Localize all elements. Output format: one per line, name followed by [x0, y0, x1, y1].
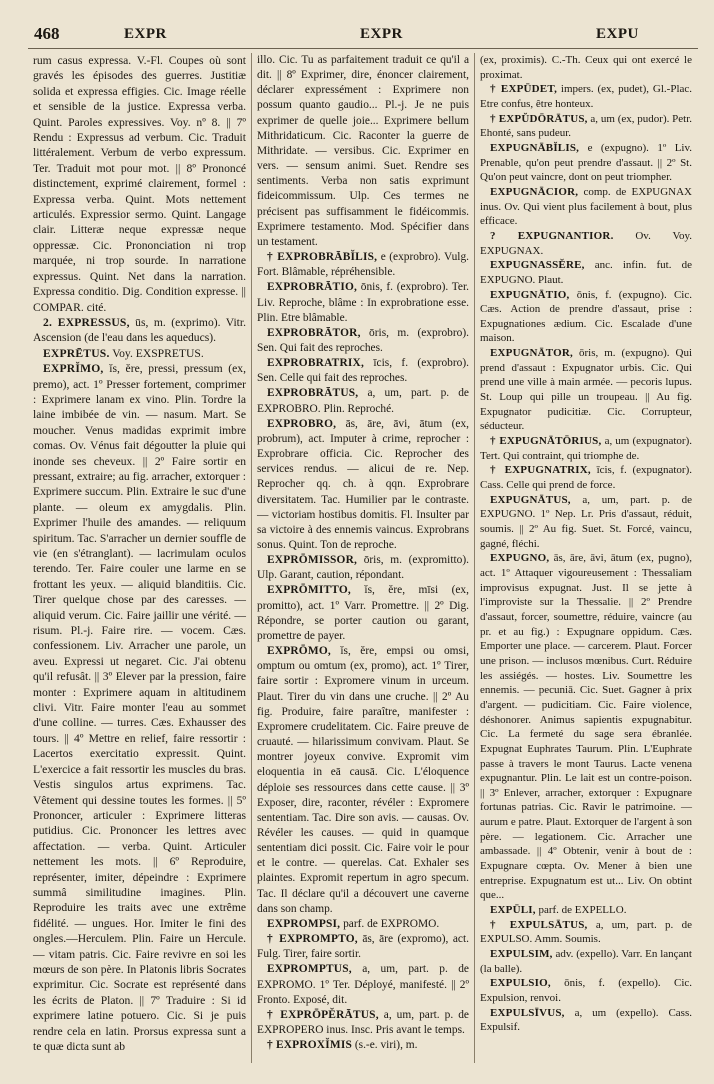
entry-text: a, um, part. p. de EXPULSO. Amm. Soumis.	[480, 918, 693, 946]
entry-text: parf. de EXPELLO.	[538, 904, 627, 917]
entry-text: anc. infin. fut. de EXPUGNO. Plaut.	[480, 259, 692, 286]
dictionary-entry	[480, 82, 692, 111]
dictionary-entry	[257, 1038, 469, 1053]
entry-text: ōnis, f. (expello). Cic. Expulsion, renvoi.	[480, 977, 693, 1004]
entry-lemma: † EXPROBRĀBĬLIS,	[267, 251, 378, 264]
entry-lemma: † EXPUGNĀTŌRIUS,	[490, 435, 602, 448]
dictionary-entry	[480, 1006, 692, 1035]
entry-text: ĭs, ĕre, mīsi (ex, promitto), act. 1º Varr. Promettre. || 2º Dig. Répondre, se porter caution ou garant, promettre de payer.	[257, 584, 469, 642]
entry-text: a, um (ex, pudor). Petr. Ehonté, sans pudeur.	[480, 112, 693, 140]
dictionary-entry	[33, 361, 246, 1054]
entry-text: ōris, m. (expugno). Qui prend d'assaut : Expugnator urbis. Cic. Qui prend une ville à main armée. — pecoris lupus. St. Loup qui pille un troupeau. || Au fig. Expugnator pudicitiæ. Cic. Corrupteur, séducteur.	[480, 347, 692, 433]
dictionary-entry	[480, 493, 692, 552]
dictionary-entry	[480, 463, 692, 492]
page-number: 468	[34, 24, 60, 43]
dictionary-entry	[257, 250, 469, 280]
entry-text: e (expugno). 1º Liv. Prenable, qu'on peut prendre d'assaut. || 2º St. Qu'on peut vaincre, dont on peut triompher.	[480, 141, 693, 184]
entry-lemma: EXPULSIO,	[490, 977, 551, 990]
entry-text: rum casus expressa. V.-Fl. Coupes où sont gravés les épisodes des guerres. Justitiæ solida et expressa effigies. Cic. Image réelle et sensible de la justice. Expressa verba. Quint. Paroles expressives. Voy. nº 8. || 7º Rendu : Expressus ad verbum. Cic. Traduit littéralement. Verbum de verbo expressum. Ter. Traduit mot pour mot. || 8º Prononcé distinctement, exprimé clairement, formel : Expressa verba. Quint. Mots nettement articulés. Expressior sermo. Quint. Langage clair. Litteræ neque expressæ neque oppressæ. Cic. Prononciation ni trop marquée, ni trop sourde. In narratione expressus. Quint. Net dans la narration. Expressa conditio. Dig. Condition expresse. || COMPAR. cité.	[33, 54, 246, 314]
entry-lemma: EXPROBRĀTUS,	[267, 387, 359, 400]
entry-lemma: † EXPULSĀTUS,	[490, 918, 588, 931]
dictionary-entry	[257, 386, 469, 416]
entry-text: e (exprobro). Vulg. Fort. Blâmable, répréhensible.	[257, 251, 470, 279]
dictionary-entry	[480, 918, 692, 947]
dictionary-entry	[480, 976, 692, 1005]
entry-lemma: EXPROMPSI,	[267, 917, 341, 930]
entry-text: a, um, part. p. de EXPUGNO. 1º Nep. Lr. Pris d'assaut, réduit, soumis. || 2º Au fig. Suet. St. Forcé, vaincu, gagné, fléchi.	[480, 493, 692, 550]
entry-lemma: EXPRŌMISSOR,	[267, 554, 358, 567]
entry-lemma: † EXPRŌPĔRĀTUS,	[267, 1008, 379, 1021]
entry-lemma: EXPUGNO,	[490, 552, 550, 565]
entry-text: comp. de EXPUGNAX inus. Ov. Qui vient plus facilement à bout, plus efficace.	[480, 185, 692, 228]
entry-text: ūs, m. (exprimo). Vitr. Ascension (de l'eau dans les aqueducs).	[33, 315, 247, 345]
entry-lemma: EXPUGNĀBĬLIS,	[490, 141, 580, 154]
entry-lemma: EXPRŌMO,	[267, 645, 331, 658]
dictionary-entry	[480, 346, 692, 434]
dictionary-entry	[480, 551, 692, 903]
running-header	[28, 22, 698, 49]
dictionary-entry	[480, 288, 692, 347]
dictionary-entry	[480, 229, 692, 258]
dictionary-entry	[33, 53, 246, 315]
dictionary-entry	[257, 583, 469, 644]
entry-lemma: † EXPUGNATRIX,	[490, 464, 591, 477]
entry-text: ōris, m. (exprobro). Sen. Qui fait des reproches.	[257, 326, 469, 354]
entry-lemma: EXPŪLI,	[490, 904, 536, 917]
entry-text: ĭs, ĕre, pressi, pressum (ex, premo), act. 1º Presser fortement, comprimer : Exprimere lanam ex vino. Plin. Tordre la laine imbibée de vin. — nasum. Mart. Se moucher. Venus madidas exprimit imbre comas. Ov. Vénus fait dégoutter la pluie qui inonde ses cheveux. || 2º Faire sortir en pressant, extraire; au fig. arracher, extorquer : Exprimere succum. Plin. Extraire le suc d'une plante. — oleum ex amygdalis. Plin. Exprimer l'huile des amandes. — reliquum spiritum. Tac. S'arracher un dernier souffle de vie (en s'étranglant). — lacrimulam oculos terendo. Ter. Faire couler une larme en se frottant les yeux. — aliquid blanditiis. Cic. Tirer quelque chose par des caresses. — aliquid verum. Cic. Faire jaillir une vérité. — risum. Pl.-j. Faire rire. — vocem. Cæs. confessionem. Liv. Arracher une parole, un aveu. Expressi ut negaret. Cic. J'ai obtenu qu'il refusât. || 3º Elever par la pression, faire monter : Exprimere aquam in altitudinem clivi. Vitr. Faire monter l'eau au sommet d'une colline. — turres. Cæs. Exhausser des tours. || 4º Mettre en relief, faire ressortir : Lacertos exercitatio expressit. Quint. L'exercice a fait ressortir les muscles du bras. Vestis singulos artus exprimens. Tac. Vêtement qui dessine toutes les formes. || 5º Prononcer, articuler : Exprimere litteras putidius. Cic. Prononcer les lettres avec affectation. — verba. Quint. Articuler nettement les mots. || 6º Reproduire, représenter, imiter, dépeindre : Exprimere summâ similitudine imagines. Plin. Reproduire les traits avec une extrême fidélité. — ungues. Hor. Imiter le fini des ongles.—Herculem. Plin. Faire un Hercule. — vitam patris. Cic. Faire revivre en soi les mœurs de son père. In Platonis libris Socrates exprimitur. Cic. Socrate est représenté dans les écrits de Platon. || 7º Traduire : Si id exprimere latine potuero. Cic. Si je puis rendre cela en latin. Prorsus expressa sunt a te quæ dicta sunt ab	[33, 362, 246, 1053]
dictionary-entry	[33, 315, 246, 346]
entry-text: īcis, f. (exprobro). Sen. Celle qui fait des reproches.	[257, 357, 469, 385]
entry-lemma: EXPUGNĀTIO,	[490, 288, 570, 301]
entry-lemma: EXPUGNĀTOR,	[490, 347, 573, 360]
entry-lemma: EXPULSIM,	[490, 948, 553, 961]
entry-text: adv. (expello). Varr. En lançant (la balle).	[480, 948, 692, 975]
entry-lemma: EXPROBRĀTOR,	[267, 326, 361, 339]
dictionary-entry	[257, 417, 469, 553]
column-left	[28, 53, 251, 1063]
entry-text: parf. de EXPROMO.	[343, 917, 440, 930]
entry-lemma: EXPROBRO,	[267, 417, 337, 430]
entry-text: Ov. Voy. EXPUGNAX.	[480, 229, 693, 257]
column-middle	[251, 53, 474, 1063]
entry-text: illo. Cic. Tu as parfaitement traduit ce qu'il a dit. || 8º Exprimer, dire, énoncer clairement, déclarer expressément : Exprimere non possum quanto gaudio... Pl.-j. Je ne puis exprimer de quelle joie... Exprimere bellum Mithridaticum. Cic. Raconter la guerre de Mithridate. — versibus. Cic. Exprimer en vers. — sensum animi. Suet. Rendre ses sentiments. Verba non satis exprimunt fideicommissum. Ulp. Ces termes ne précisent pas suffisamment le fidéicommis. Exprimere testamento. Mod. Spécifier dans un testament.	[257, 54, 469, 248]
entry-lemma: † EXPŬDŌRĀTUS,	[490, 112, 588, 125]
entry-text: ĭs, ĕre, empsi ou omsi, omptum ou omtum (ex, promo), act. 1º Tirer, faire sortir : Expromere vinum in urceum. Plaut. Tirer du vin dans une cruche. || 2º Au fig. Produire, faire paraître, manifester : Expromere crudelitatem. Cic. Faire preuve de cruauté. — hilarissimum convivam. Plaut. Se montrer joyeux convive. Expromit vim eloquentia in eā causā. Cic. L'éloquence déploie ses ressources dans cette cause. || 3º Exposer, dire, raconter, révéler : Expromere sententiam. Tac. Dire son avis. — causas. Ov. Révéler les causes. — quid in quamque sententiam dici possit. Cic. Faire voir le pour et le contre. — querelas. Cat. Exhaler ses plaintes. Expromit repertum in agro specum. Tac. Il déclare qu'il a découvert une caverne dans son champ.	[257, 645, 469, 915]
dictionary-entry	[257, 280, 469, 325]
dictionary-entry	[480, 112, 692, 141]
entry-text: ōris, m. (expromitto). Ulp. Garant, caution, répondant.	[257, 554, 469, 582]
entry-text: a, um (expugnator). Tert. Qui contraint, qui triomphe de.	[480, 435, 692, 462]
entry-lemma: † EXPROXĬMIS	[267, 1039, 352, 1052]
dictionary-entry	[480, 258, 692, 287]
entry-lemma: EXPULSĪVUS,	[490, 1006, 565, 1019]
entry-lemma: EXPUGNĀTUS,	[490, 493, 571, 506]
entry-lemma: EXPUGNĀCIOR,	[490, 185, 579, 198]
entry-lemma: EXPRĬMO,	[43, 362, 104, 376]
entry-lemma: ? EXPUGNANTIOR.	[490, 229, 614, 242]
dictionary-entry	[480, 53, 692, 82]
entry-text: ās, āre, āvi, ātum (ex, probrum), act. Imputer à crime, reprocher : Exprobrare officia. Cic. Reprocher des services rendus. — alicui de re. Nep. Reprocher qq. ch. à qqn. Exprobrare diversitatem. Tac. Humilier par le contraste. — victoriam hostibus domitis. Fl. Insulter par sa victoire à des ennemis vaincus. Exprobrans sonus. Quint. Ton de reproche.	[257, 417, 469, 551]
entry-lemma: EXPROMPTUS,	[267, 963, 352, 976]
dictionary-entry	[257, 553, 469, 583]
dictionary-entry	[257, 53, 469, 250]
entry-text: ās, āre, āvi, ātum (ex, pugno), act. 1º Attaquer vigoureusement : Thessaliam improvisus expugnat. Just. Il se jette à l'improviste sur la Thessalie. || 2º Prendre d'assaut, forcer, soumettre, réduire, vaincre (au pr. et au fig.) : Expugnare oppidum. Cæs. Emporter une place. — carcerem. Plaut. Forcer une prison. — inclusos mœnibus. Curt. Réduire les assiégés. — hostes. Liv. Soumettre les ennemis. — pecuniā. Cic. Suet. Gagner à prix d'argent. — pudicitiam. Cic. Faire violence, déshonorer. Animus sapientis expugnabitur. Cic. La fermeté du sage sera ébranlée. Expugnat Euphrates Taurum. Plin. L'Euphrate passe à travers le mont Taurus. Lacte venena expugnantur. Plin. Le lait est un contre-poison. || 3º Enlever, arracher, extorquer : Expugnare fortunas patrias. Cic. Ravir le patrimoine. — aurum e patre. Plaut. Extorquer de l'argent à son père. — legationem. Cic. Arracher une ambassade. || 4º Obtenir, venir à bout de : Expugnare cœpta. Ov. Mener à bien une entreprise. Expugnatum est ut... Liv. On obtint que...	[480, 552, 693, 902]
entry-text: a, um, part. p. de EXPROBRO. Plin. Reproché.	[257, 387, 469, 415]
entry-lemma: † EXPŪDET,	[490, 83, 558, 96]
dictionary-entry	[257, 1008, 469, 1038]
entry-text: ās, āre (expromo), act. Fulg. Tirer, faire sortir.	[257, 933, 469, 961]
header-right-word: EXPU	[596, 26, 639, 42]
entry-lemma: EXPRĒTUS.	[43, 346, 110, 360]
entry-text: a, um (expello). Cass. Expulsif.	[480, 1006, 692, 1034]
header-center-word: EXPR	[360, 26, 403, 42]
entry-text: (ex, proximis). C.-Th. Ceux qui ont exercé le proximat.	[480, 54, 692, 81]
entry-lemma: EXPRŌMITTO,	[267, 584, 351, 597]
column-right	[474, 53, 697, 1063]
entry-text: impers. (ex, pudet), Gl.-Plac. Etre confus, être honteux.	[480, 83, 693, 110]
dictionary-entry	[480, 947, 692, 976]
header-left-word: EXPR	[124, 26, 167, 42]
entry-lemma: EXPROBRATRIX,	[267, 357, 365, 370]
entry-text: ōnis, f. (exprobro). Ter. Liv. Reproche, blâme : In exprobratione esse. Plin. Etre blâmable.	[257, 281, 469, 324]
entry-text: īcis, f. (expugnator). Cass. Celle qui prend de force.	[480, 464, 693, 492]
entry-text: ōnis, f. (expugno). Cic. Cæs. Action de prendre d'assaut, prise : Expugnationes ædium. Cic. Escalade d'une maison.	[480, 288, 692, 345]
dictionary-entry	[257, 932, 469, 962]
dictionary-entry	[257, 917, 469, 932]
entry-text: a, um, part. p. de EXPROPERO inus. Insc. Pris avant le temps.	[257, 1008, 469, 1036]
entry-text: Voy. EXSPRETUS.	[112, 346, 204, 360]
entry-text: a, um, part. p. de EXPROMO. 1º Ter. Déployé, manifesté. || 2º Fronto. Exposé, dit.	[257, 963, 469, 1006]
entry-text: (s.-e. viri), m.	[354, 1039, 418, 1052]
dictionary-entry	[480, 903, 692, 918]
columns	[28, 53, 698, 1063]
dictionary-entry	[480, 434, 692, 463]
dictionary-entry	[257, 962, 469, 1007]
entry-lemma: EXPROBRĀTIO,	[267, 281, 358, 294]
dictionary-entry	[480, 141, 692, 185]
dictionary-entry	[480, 185, 692, 229]
entry-lemma: † EXPROMPTO,	[267, 933, 358, 946]
dictionary-entry	[257, 326, 469, 356]
dictionary-entry	[257, 356, 469, 386]
dictionary-entry	[257, 644, 469, 917]
dictionary-entry	[33, 346, 246, 361]
entry-lemma: 2. EXPRESSUS,	[43, 315, 130, 329]
entry-lemma: EXPUGNASSĔRE,	[490, 259, 585, 272]
